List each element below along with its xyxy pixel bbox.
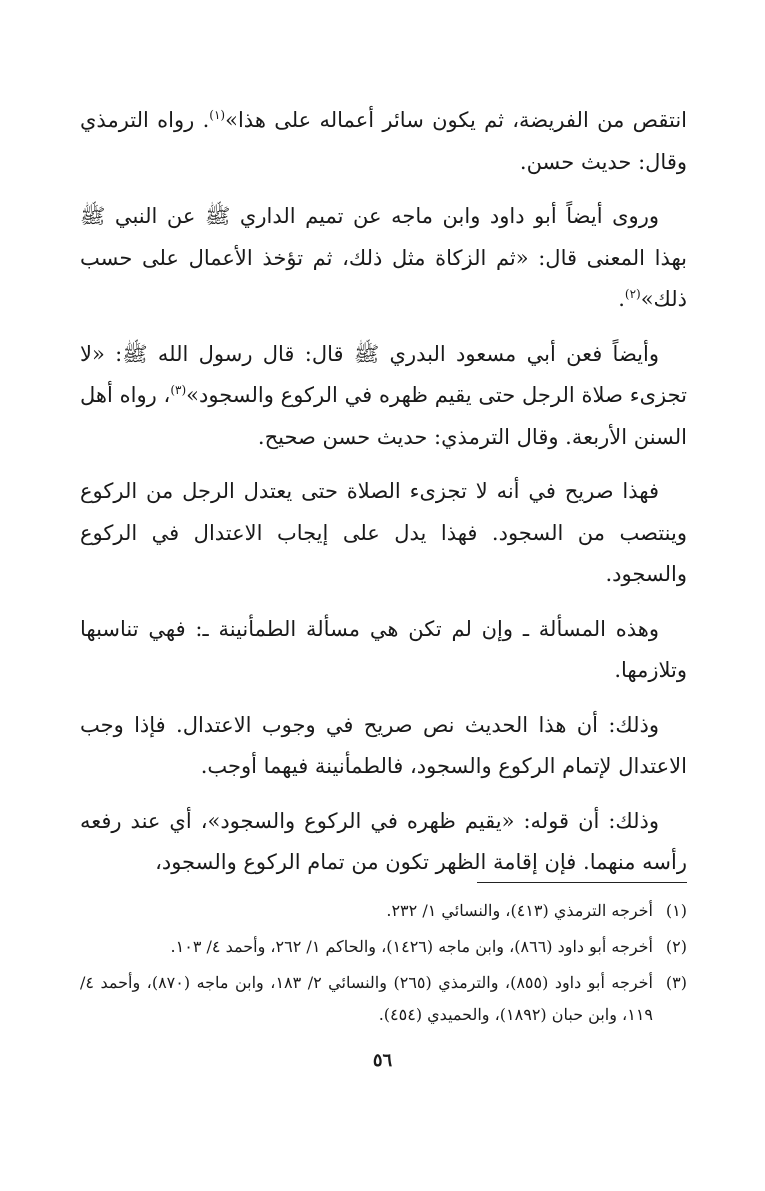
footnote-ref-1[interactable]: (١) [209, 108, 226, 122]
footnote-number: (١) [665, 901, 687, 920]
paragraph-1-text: انتقص من الفريضة، ثم يكون سائر أعماله على هذا» [225, 108, 687, 132]
footnote-text: أخرجه الترمذي (٤١٣)، والنسائي ١/ ٢٣٢. [386, 901, 653, 920]
paragraph-2-tail: . [618, 287, 625, 311]
footnote-number: (٣) [665, 973, 687, 992]
paragraph-5: وهذه المسألة ـ وإن لم تكن هي مسألة الطمأنينة ـ: فهي تناسبها وتلازمها. [80, 616, 687, 682]
paragraph-1 [80, 100, 687, 183]
paragraph-2 [80, 196, 687, 321]
paragraph-3 [80, 334, 687, 459]
footnote-1 [80, 895, 687, 927]
paragraph-3-text: وأيضاً فعن أبي مسعود البدري ﷺ قال: قال رسول الله ﷺ: «لا تجزىء صلاة الرجل حتى يقيم ظهره في الركوع والسجود» [80, 341, 687, 407]
footnote-3 [80, 967, 687, 1031]
paragraph-4: فهذا صريح في أنه لا تجزىء الصلاة حتى يعتدل الرجل من الركوع وينتصب من السجود. فهذا يدل على إيجاب الاعتدال في الركوع والسجود. [80, 479, 687, 586]
footnote-number: (٢) [665, 937, 687, 956]
paragraph-6: وذلك: أن هذا الحديث نص صريح في وجوب الاعتدال. فإذا وجب الاعتدال لإتمام الركوع والسجود، فالطمأنينة فيهما أوجب. [80, 712, 687, 778]
paragraph-1-tail: . رواه الترمذي وقال: حديث حسن. [80, 108, 687, 174]
page-number: ٥٦ [372, 1050, 393, 1071]
footnote-ref-2[interactable]: (٢) [624, 287, 641, 301]
paragraph-7: وذلك: أن قوله: «يقيم ظهره في الركوع والسجود»، أي عند رفعه رأسه منهما. فإن إقامة الظهر تكون من تمام الركوع والسجود، [80, 808, 687, 874]
paragraph-3-tail: ، رواه أهل السنن الأربعة. وقال الترمذي: حديث حسن صحيح. [80, 383, 687, 449]
footnote-text: أخرجه أبو داود (٨٦٦)، وابن ماجه (١٤٢٦)، والحاكم ١/ ٢٦٢، وأحمد ٤/ ١٠٣. [170, 937, 653, 956]
footnote-ref-3[interactable]: (٣) [170, 383, 187, 397]
paragraph-2-text: وروى أيضاً أبو داود وابن ماجه عن تميم الداري ﷺ عن النبي ﷺ بهذا المعنى قال: «ثم الزكاة مثل ذلك، ثم تؤخذ الأعمال على حسب ذلك» [80, 204, 687, 311]
footnote-2 [80, 931, 687, 963]
footnote-text: أخرجه أبو داود (٨٥٥)، والترمذي (٢٦٥) والنسائي ٢/ ١٨٣، وابن ماجه (٨٧٠)، وأحمد ٤/ ١١٩، وابن حبان (١٨٩٢)، والحميدي (٤٥٤). [80, 973, 654, 1024]
main-text [80, 100, 687, 884]
footnotes [80, 895, 687, 1035]
footnote-separator [477, 882, 687, 883]
